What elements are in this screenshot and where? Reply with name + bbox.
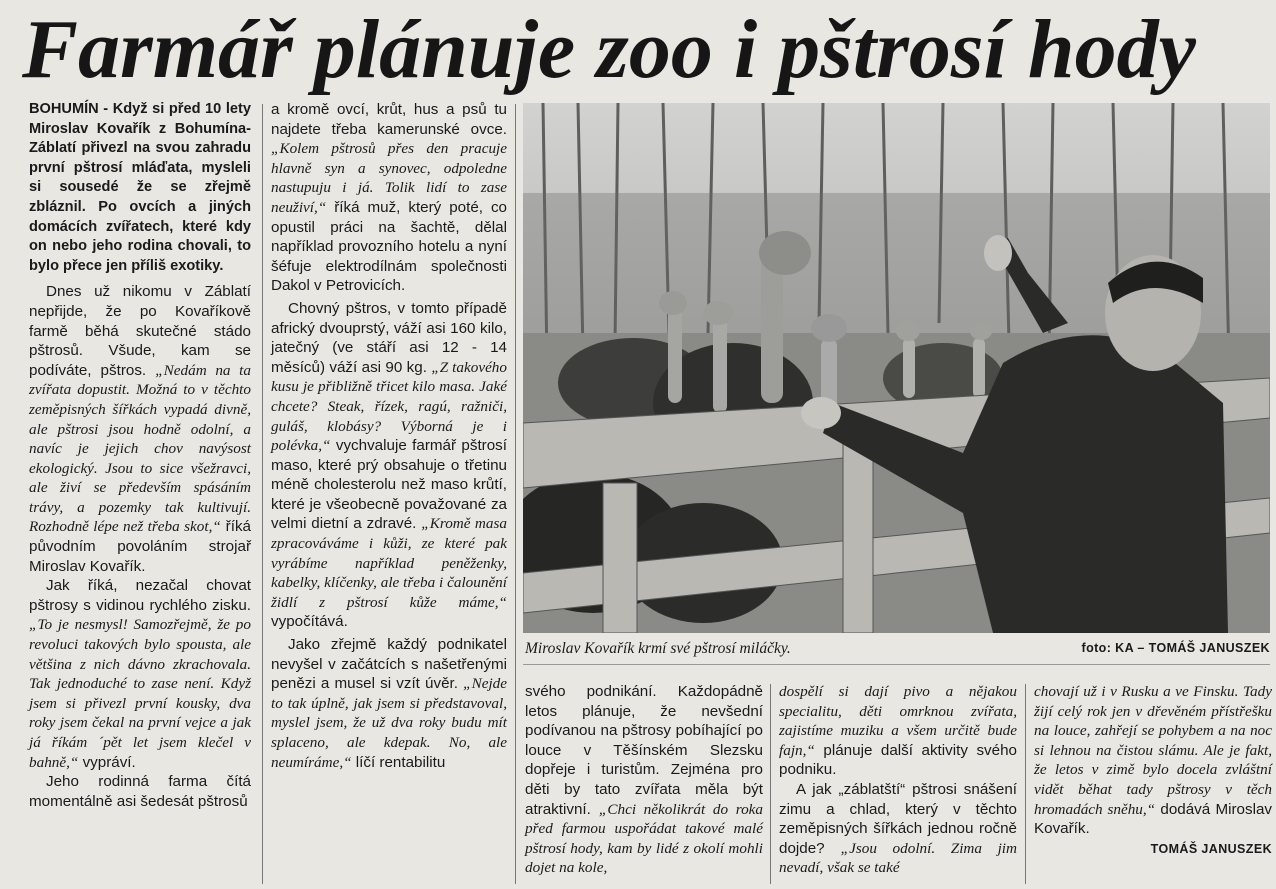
paragraph: Chovný pštros, v tomto případě africký dvouprstý, váží asi 160 kilo, jatečný (ve stáří asi 12 - 14 měsíců) váží asi 90 kg. „Z takového kusu je přibližně třicet kilo masa. Jaké chcete? Steak, řízek, ragú, ražniči, guláš, klobásy? Výborná je i polévka,“ vychvaluje farmář pštrosí maso, které prý obsahuje o třetinu méně cholesterolu než maso krůtí, které je všeobecně považované za velmi dietní a zdravé. „Kromě masa zpracováváme i kůži, ze které pak vyrábíme například peněženky, kabelky, klíčenky, ale třeba i čalounění židlí z pštrosí kůže máme,“ vypočítává. (271, 299, 507, 631)
paragraph: A jak „záblatští“ pštrosi snášení zimu a chlad, který v těchto zeměpisných šířkách jednou ročně dojde? „Jsou odolní. Zima jim nevadí, však se také (779, 780, 1017, 877)
paragraph: a kromě ovcí, krůt, hus a psů tu najdete třeba kamerunské ovce. „Kolem pštrosů přes den pracuje hlavně syn a synovec, odpoledne nastupuju i já. Tolik lidí to zase neuživí,“ říká muž, který poté, co opustil práci na šachtě, dělal například provozního hotelu a nyní šéfuje elektrodílnám společnosti Dakol v Petrovicích. (271, 101, 507, 295)
author-signature: TOMÁŠ JANUSZEK (1150, 841, 1272, 856)
lead-paragraph: BOHUMÍN - Když si před 10 lety Miroslav Kovařík z Bohumína-Záblatí přivezl na svou zahradu první pštrosí mláďata, mysleli si sousedé že se zřejmě zbláznil. Po ovcích a jiných domácích zvířatech, které kdy on nebo jeho rodina chovali, to bylo přece jen příliš exotiky. (29, 101, 251, 274)
article-column-4 (779, 682, 1017, 882)
paragraph: dospělí si dají pivo a nějakou specialitu, děti omrknou zvířata, zajistíme muziku a všem určitě bude fajn,“ plánuje další aktivity svého podniku. (779, 683, 1017, 779)
column-divider (770, 684, 771, 884)
photo-credit: foto: KA – TOMÁŠ JANUSZEK (1081, 641, 1270, 655)
paragraph: Dnes už nikomu v Záblatí nepřijde, že po Kovaříkově farmě běhá skutečné stádo pštrosů. Všude, kam se podíváte, pštros. „Nedám na ta zvířata dopustit. Možná to v těchto zeměpisných šířkách vypadá divně, ale pštrosi jsou hodně odolní, a navíc je jejich chov navýsost ekologický. Jsou to sice všežravci, ale živí se především spásáním trávy, a pozemky tak kultivují. Rozhodně lépe než třeba skot,“ říká původním povoláním strojař Miroslav Kovařík. (29, 283, 251, 575)
headline: Farmář plánuje zoo i pštrosí hody (22, 3, 1196, 96)
paragraph: Jako zřejmě každý podnikatel nevyšel v začátcích s našetřenými penězi a musel si vzít úvěr. „Nejde to tak úplně, jak jsem si představoval, myslel jsem, že už dva roky budu mít splaceno, ale kdepak. No, ale neumíráme,“ líčí rentabilitu (271, 636, 507, 771)
paragraph: Jeho rodinná farma čítá momentálně asi šedesát pštrosů (29, 773, 251, 810)
paragraph: Jak říká, nezačal chovat pštrosy s vidinou rychlého zisku. „To je nesmysl! Samozřejmě, že po revoluci takových bylo spousta, ale většina z nich dávno zkrachovala. Tak jednoduché to zase není. Když jsem si přivezl první kousky, dva roky jsem čekal na první vejce a jak já říkám ´pět let jsem klečel v bahně,“ vypráví. (29, 577, 251, 771)
paragraph: chovají už i v Rusku a ve Finsku. Tady žijí celý rok jen v dřevěném přístřešku na louce, zahřejí se pohybem a na noc si lehnou na čistou slámu. Ale je fakt, že letos v zimě bylo docela zvláštní vidět běhat tady pštrosy v těch hromadách sněhu,“ dodává Miroslav Kovařík. (1034, 683, 1272, 838)
ostrich-photo (523, 103, 1270, 633)
caption-divider (523, 664, 1270, 665)
article-column-1 (29, 100, 251, 885)
article-column-3 (525, 682, 763, 882)
paragraph: svého podnikání. Každopádně letos plánuje, že nevšední podívanou na pštrosy pobíhající po louce v Těšínském Slezsku dopřeje i turistům. Zejména pro děti by tato zvířata měla být atraktivní. „Chci několikrát do roka před farmou uspořádat takové malé pštrosí hody, kam by lidé z okolí mohli dojet na kole, (525, 683, 763, 877)
photo-caption: Miroslav Kovařík krmí své pštrosí miláčky. (525, 640, 791, 657)
article-column-5 (1034, 682, 1272, 882)
column-divider (1025, 684, 1026, 884)
column-divider (515, 104, 516, 884)
column-divider (262, 104, 263, 884)
article-column-2 (271, 100, 507, 885)
